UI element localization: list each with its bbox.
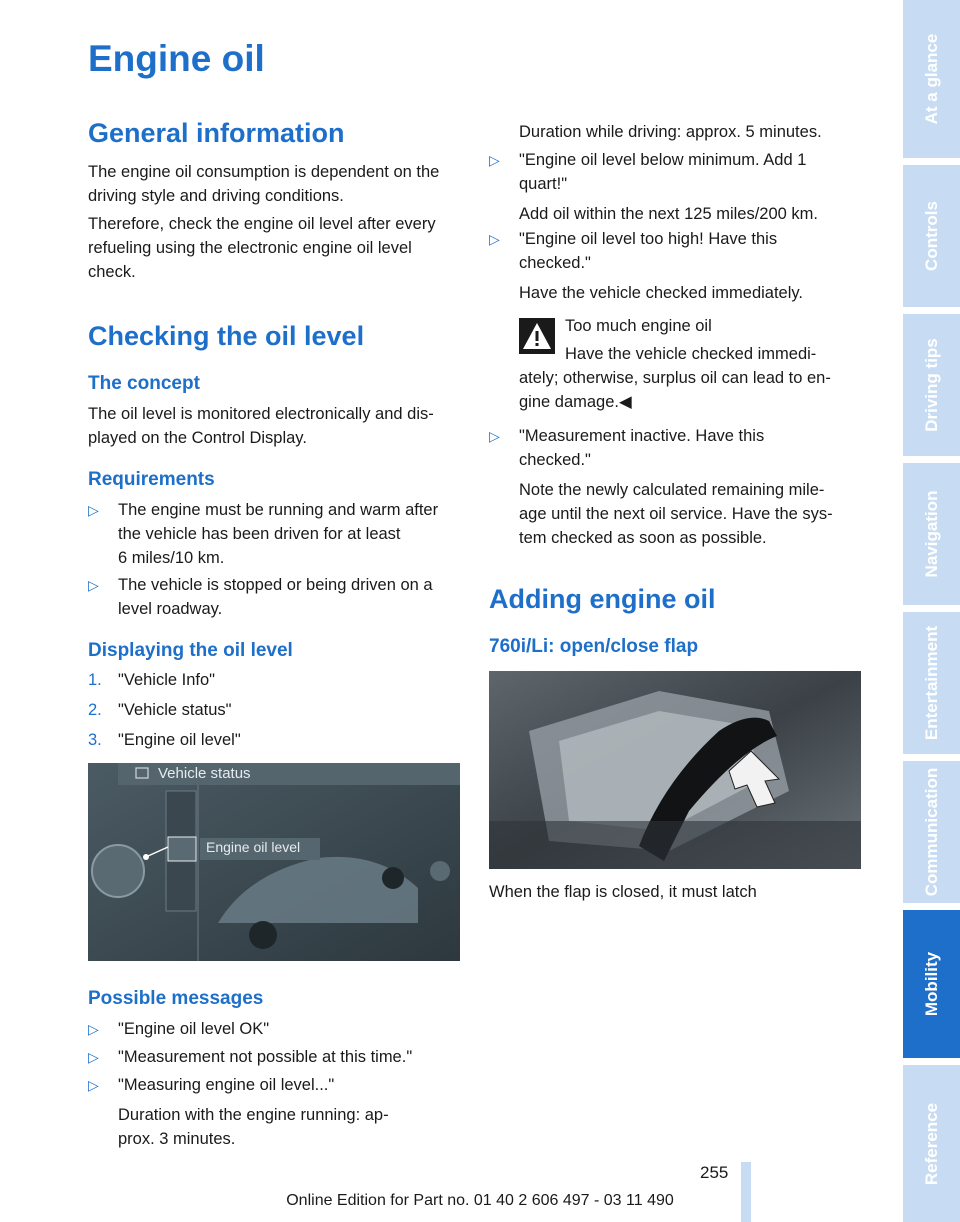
tab-driving-tips[interactable]: Driving tips [903, 314, 960, 456]
triangle-bullet-icon: ▷ [489, 231, 500, 247]
message-detail: Duration while driving: approx. 5 minutes. [519, 123, 822, 141]
triangle-bullet-icon: ▷ [489, 428, 500, 444]
triangle-bullet-icon: ▷ [88, 577, 99, 593]
message-item: ▷ "Measurement not possible at this time." [88, 1045, 463, 1069]
tab-communication[interactable]: Communication [903, 761, 960, 903]
step-item: 2. "Vehicle status" [88, 701, 232, 719]
subheading-flap: 760i/Li: open/close flap [489, 636, 699, 657]
step-item: 1. "Vehicle Info" [88, 671, 216, 689]
message-item: ▷ "Engine oil level below minimum. Add 1 quart!" Add oil within the next 125 miles/200 km. [489, 148, 864, 228]
tab-reference[interactable]: Reference [903, 1065, 960, 1222]
flap-caption: When the flap is closed, it must latch [489, 883, 757, 901]
tab-controls[interactable]: Controls [903, 165, 960, 307]
triangle-bullet-icon: ▷ [88, 1021, 99, 1037]
message-item: ▷ "Engine oil level OK" [88, 1017, 463, 1041]
subheading-display: Displaying the oil level [88, 640, 293, 661]
section-heading-general: General information [88, 118, 345, 148]
message-item: ▷ "Engine oil level too high! Have this checked." Have the vehicle checked immediately. [489, 227, 864, 307]
general-text-1: The engine oil consumption is dependent on the driving style and driving conditions. [88, 163, 440, 205]
triangle-bullet-icon: ▷ [489, 152, 500, 168]
footer-text: Online Edition for Part no. 01 40 2 606 497 - 03 11 490 [286, 1192, 674, 1209]
concept-text: The oil level is monitored electronically and dis- played on the Control Display. [88, 405, 434, 447]
tab-at-a-glance[interactable]: At a glance [903, 0, 960, 158]
warning-title: Too much engine oil [565, 317, 712, 335]
requirement-item: ▷ The engine must be running and warm after the vehicle has been driven for at least 6 miles/10 km. [88, 498, 463, 570]
tab-navigation[interactable]: Navigation [903, 463, 960, 605]
warning-text-1: Have the vehicle checked immedi- [565, 345, 817, 363]
engine-flap-image [489, 671, 861, 869]
warning-text-2: ately; otherwise, surplus oil can lead to en- [519, 369, 831, 387]
screen-highlight-label: Engine oil level [206, 839, 301, 855]
subheading-concept: The concept [88, 373, 200, 394]
general-text-2: Therefore, check the engine oil level after every refueling using the electronic engine oil level check. [88, 215, 436, 281]
subheading-messages: Possible messages [88, 988, 264, 1009]
step-item: 3. "Engine oil level" [88, 731, 241, 749]
message-item: ▷ "Measuring engine oil level..." Duration with the engine running: ap- prox. 3 minutes. [88, 1073, 463, 1153]
warning-text-3: gine damage.◀ [519, 393, 632, 411]
triangle-bullet-icon: ▷ [88, 1077, 99, 1093]
page-title: Engine oil [88, 38, 265, 79]
requirement-item: ▷ The vehicle is stopped or being driven on a level roadway. [88, 573, 463, 621]
chapter-tabs [903, 0, 960, 1222]
screen-header: Vehicle status [158, 765, 251, 782]
triangle-bullet-icon: ▷ [88, 502, 99, 518]
tab-entertainment[interactable]: Entertainment [903, 612, 960, 754]
subheading-requirements: Requirements [88, 469, 215, 490]
section-heading-adding: Adding engine oil [489, 584, 716, 614]
vehicle-status-screen-image [88, 763, 460, 961]
section-heading-checking: Checking the oil level [88, 321, 365, 351]
message-item: ▷ "Measurement inactive. Have this checked." Note the newly calculated remaining mile- age until the next oil service. Have the sys- tem checked as soon as possible. [489, 424, 864, 552]
page-number: 255 [700, 1163, 729, 1182]
triangle-bullet-icon: ▷ [88, 1049, 99, 1065]
tab-mobility[interactable]: Mobility [903, 910, 960, 1058]
warning-icon [519, 318, 555, 354]
